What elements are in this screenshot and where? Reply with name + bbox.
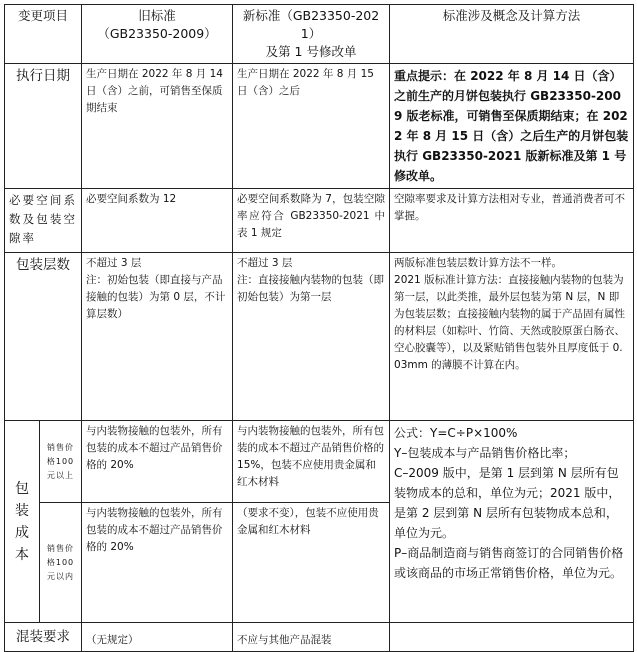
standards-comparison-table [4,4,634,652]
space-old: 必要空间系数为 12 [82,189,233,253]
space-method: 空隙率要求及计算方法相对专业，普通消费者可不掌握。 [390,189,634,253]
cost-new-above-100: 与内装物接触的包装外，所有包装的成本不超过产品销售价格的 15%，包装不应使用贵金属和红木材料 [233,421,390,503]
cost-method: 公式：Y=C÷P×100% Y–包装成本与产品销售价格比率； C–2009 版中，是第 1 层到第 N 层所有包装物成本的总和，单位为元；2021 版中，是第 2 层到第 N 层所有包装物成本总和，单位为元。 P–商品制造商与销售商签订的合同销售价格或该商品的市场正常销售价格，单位为元。 [390,421,634,623]
layers-new: 不超过 3 层 注：直接接触内装物的包装（即初始包装）为第一层 [233,253,390,421]
exec-method: 重点提示：在 2022 年 8 月 14 日（含）之前生产的月饼包装执行 GB23350-2009 版老标准，可销售至保质期结束；在 2022 年 8 月 15 日（含）之后生产的月饼包装执行 GB23350-2021 版新标准及第 1 号修改单。 [390,64,634,189]
header-row [5,5,634,64]
header-method: 标准涉及概念及计算方法 [390,5,634,64]
row-space [5,189,634,253]
exec-old: 生产日期在 2022 年 8 月 14 日（含）之前，可销售至保质期结束 [82,64,233,189]
row-exec-date [5,64,634,189]
label-cost: 包装成本 [5,421,40,623]
cost-sub-above-100: 销售价格100元以上 [40,421,82,503]
row-cost-above-100 [5,421,634,503]
header-item: 变更项目 [5,5,82,64]
header-new-standard: 新标准（GB23350-2021） 及第 1 号修改单 [233,5,390,64]
mixed-old: （无规定） [82,623,233,652]
cost-old-below-100: 与内装物接触的包装外，所有包装的成本不超过产品销售价格的 20% [82,503,233,623]
label-layers: 包装层数 [5,253,82,421]
label-exec-date: 执行日期 [5,64,82,189]
label-space: 必要空间系数及包装空隙率 [5,189,82,253]
layers-method: 两版标准包装层数计算方法不一样。 2021 版标准计算方法：直接接触内装物的包装为第一层，以此类推，最外层包装为第 N 层，N 即为包装层数；直接接触内装物的属于产品固有属性的材料层（如粽叶、竹筒、天然或胶原蛋白肠衣、空心胶囊等），以及紧贴销售包装外且厚度低于 0.03mm 的薄膜不计算在内。 [390,253,634,421]
layers-old: 不超过 3 层 注：初始包装（即直接与产品接触的包装）为第 0 层，不计算层数） [82,253,233,421]
mixed-new: 不应与其他产品混装 [233,623,390,652]
mixed-method [390,623,634,652]
row-layers [5,253,634,421]
cost-new-below-100: （要求不变），包装不应使用贵金属和红木材料 [233,503,390,623]
cost-sub-below-100: 销售价格100元以内 [40,503,82,623]
cost-old-above-100: 与内装物接触的包装外，所有包装的成本不超过产品销售价格的 20% [82,421,233,503]
space-new: 必要空间系数降为 7，包装空隙率应符合 GB23350-2021 中表 1 规定 [233,189,390,253]
label-mixed: 混装要求 [5,623,82,652]
exec-new: 生产日期在 2022 年 8 月 15 日（含）之后 [233,64,390,189]
row-mixed [5,623,634,652]
header-old-standard: 旧标准 （GB23350-2009） [82,5,233,64]
